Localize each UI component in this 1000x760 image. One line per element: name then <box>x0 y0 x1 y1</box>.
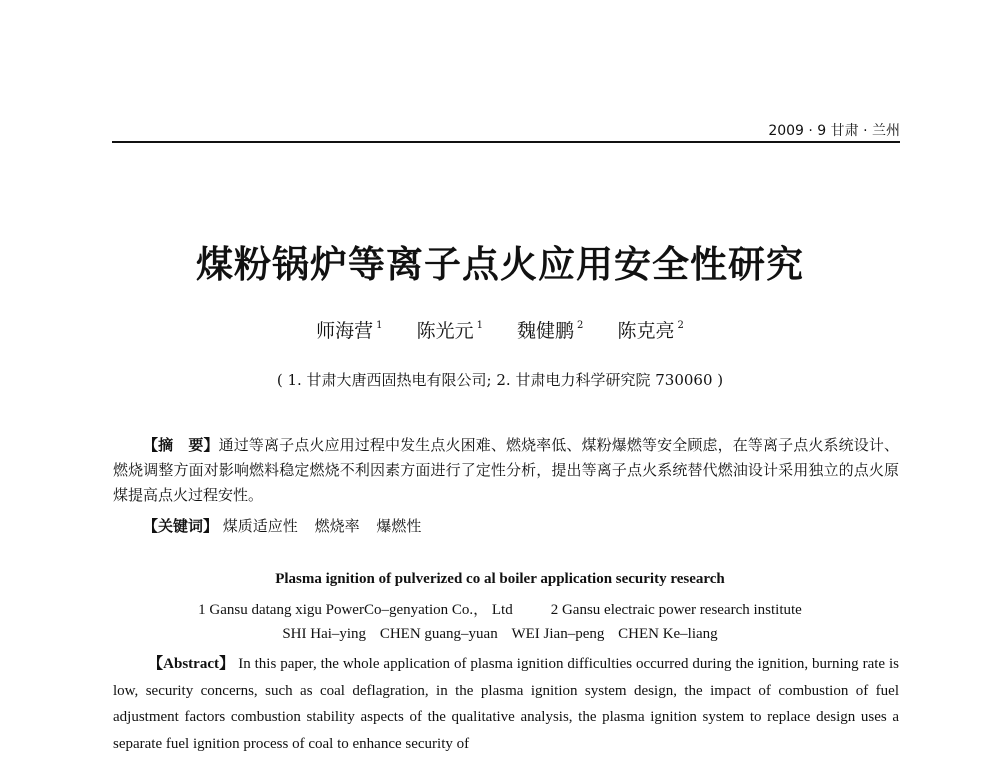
author-affil-mark: 2 <box>577 320 584 331</box>
author <box>316 320 382 342</box>
english-affil-2: 2 Gansu electraic power research institute <box>550 602 802 618</box>
keyword: 燃烧率 <box>314 517 360 535</box>
abstract-en-label: 【Abstract】 <box>148 656 235 672</box>
author-affil-mark: 1 <box>476 320 483 331</box>
english-author: WEI Jian–peng <box>511 626 605 642</box>
abstract-cn <box>113 433 899 508</box>
author-name: 师海营 <box>316 320 374 342</box>
running-head: 2009 · 9 甘肃 · 兰州 <box>768 123 900 139</box>
english-title: Plasma ignition of pulverized co al boiler application security research <box>275 571 725 587</box>
keywords-cn <box>143 515 433 536</box>
english-author: SHI Hai–ying <box>282 626 367 642</box>
author-name: 魏健鹏 <box>517 320 575 342</box>
keyword: 煤质适应性 <box>222 517 298 535</box>
keyword: 爆燃性 <box>376 517 422 535</box>
author-name: 陈光元 <box>416 320 474 342</box>
abstract-en <box>113 651 899 757</box>
english-affiliations <box>0 598 1000 619</box>
abstract-cn-text: 通过等离子点火应用过程中发生点火困难、燃烧率低、煤粉爆燃等安全顾虑，在等离子点火系统设计、燃烧调整方面对影响燃料稳定燃烧不利因素方面进行了定性分析，提出等离子点火系统替代燃油设计采用独立的点火原煤提高点火过程安性。 <box>113 436 899 504</box>
author-affil-mark: 1 <box>376 320 383 331</box>
keywords-cn-label: 【关键词】 <box>143 517 219 535</box>
affiliations-cn: ( 1. 甘肃大唐西固热电有限公司; 2. 甘肃电力科学研究院 730060 ) <box>276 371 724 389</box>
header-rule <box>112 141 900 143</box>
paper-title: 煤粉锅炉等离子点火应用安全性研究 <box>196 242 804 286</box>
author-name: 陈克亮 <box>617 320 675 342</box>
author-list <box>0 316 1000 343</box>
author-affil-mark: 2 <box>677 320 684 331</box>
author <box>517 320 583 342</box>
author <box>417 320 483 342</box>
abstract-cn-label: 【摘 要】 <box>143 436 219 454</box>
english-affil-1: 1 Gansu datang xigu PowerCo–genyation Co.， Ltd <box>198 602 513 618</box>
english-author: CHEN guang–yuan <box>379 626 498 642</box>
author <box>617 320 683 342</box>
abstract-en-text: In this paper, the whole application of plasma ignition difficulties occurred during the ignition, burning rate is low, security concerns, such as coal deflagration, in the plasma ignition system design, the impact of combustion of fuel adjustment factors combustion stability aspects of the qualitative analysis, the plasma ignition system to replace design uses a separate fuel ignition process of coal to enhance security of <box>113 656 899 752</box>
english-authors <box>0 626 1000 643</box>
english-author: CHEN Ke–liang <box>618 626 718 642</box>
